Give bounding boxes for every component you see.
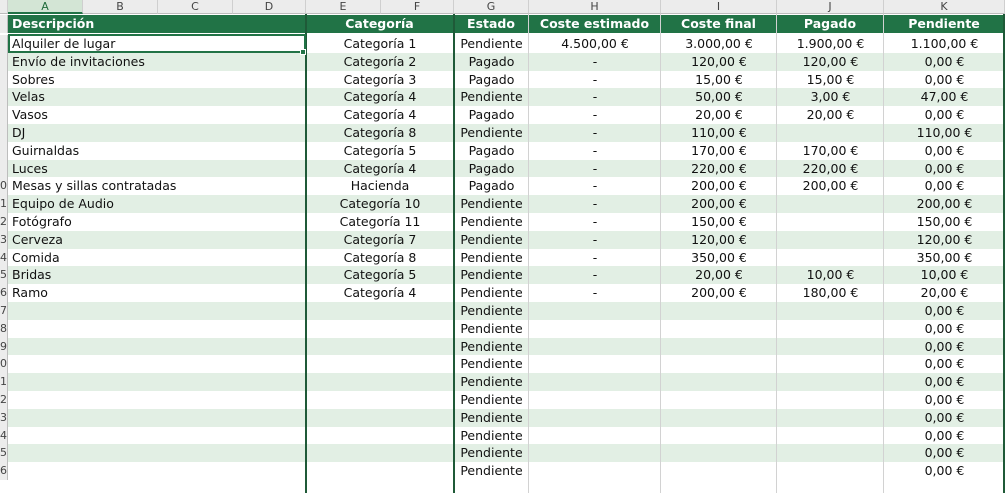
cell-pagado[interactable] [777,338,884,356]
cell-pagado[interactable]: 1.900,00 € [796,36,865,51]
cell-descripcion[interactable] [12,373,302,391]
cell-descripcion[interactable]: Alquiler de lugar [12,36,116,51]
cell-pagado[interactable]: 180,00 € [802,285,859,300]
cell-pagado[interactable] [777,249,884,267]
cell-descripcion[interactable] [12,302,302,320]
cell-estado[interactable]: Pagado [468,143,515,158]
cell-estado[interactable]: Pendiente [460,410,523,425]
cell-descripcion[interactable]: Cerveza [12,232,63,247]
cell-pendiente[interactable]: 0,00 € [924,339,965,354]
column-border [660,14,661,493]
cell-coste-estimado[interactable]: - [592,285,598,300]
cell-pendiente[interactable]: 110,00 € [916,125,973,140]
cell-pendiente[interactable]: 0,00 € [924,161,965,176]
cell-estado[interactable]: Pendiente [460,392,523,407]
cell-coste-estimado[interactable]: - [592,250,598,265]
cell-descripcion[interactable]: Luces [12,161,48,176]
cell-coste-final[interactable]: 3.000,00 € [685,36,753,51]
cell-coste-final[interactable]: 20,00 € [695,267,743,282]
row-number[interactable]: 2 [0,213,8,231]
cell-estado[interactable]: Pendiente [460,285,523,300]
cell-categoria[interactable] [306,444,454,462]
header-pendiente[interactable]: Pendiente [884,15,1005,33]
cell-estado[interactable]: Pendiente [460,36,523,51]
cell-descripcion[interactable] [12,391,302,409]
cell-coste-estimado[interactable]: - [592,143,598,158]
row-number[interactable]: 6 [0,462,8,480]
row-number[interactable] [0,71,8,89]
cell-coste-estimado[interactable]: - [592,54,598,69]
cell-coste-final[interactable]: 120,00 € [691,54,747,69]
cell-descripcion[interactable]: Ramo [12,285,48,300]
cell-pagado[interactable] [777,124,884,142]
cell-pendiente[interactable]: 0,00 € [924,392,965,407]
cell-pagado[interactable] [777,213,884,231]
cell-coste-final[interactable] [661,427,777,445]
cell-coste-final[interactable] [661,391,777,409]
cell-pagado[interactable] [777,302,884,320]
column-header-g[interactable]: G [454,0,529,14]
cell-coste-estimado[interactable]: 4.500,00 € [561,36,629,51]
row-number[interactable]: 3 [0,231,8,249]
cell-coste-final[interactable]: 200,00 € [691,178,747,193]
cell-pendiente[interactable]: 0,00 € [924,178,965,193]
cell-coste-final[interactable]: 200,00 € [691,196,747,211]
cell-descripcion[interactable]: Sobres [12,72,55,87]
cell-pendiente[interactable]: 0,00 € [924,445,965,460]
column-header-d[interactable]: D [233,0,306,14]
cell-pagado[interactable] [777,231,884,249]
cell-descripcion[interactable] [12,338,302,356]
cell-pagado[interactable]: 220,00 € [802,161,859,176]
column-header-c[interactable]: C [158,0,233,14]
cell-pendiente[interactable]: 0,00 € [924,463,965,478]
cell-coste-estimado[interactable]: - [592,72,598,87]
cell-coste-estimado[interactable] [529,338,661,356]
cell-pagado[interactable]: 20,00 € [806,107,855,122]
cell-estado[interactable]: Pendiente [460,463,523,478]
cell-pendiente[interactable]: 1.100,00 € [910,36,979,51]
cell-pendiente[interactable]: 0,00 € [924,321,965,336]
row-number[interactable]: 0 [0,355,8,373]
row-number[interactable]: 0 [0,177,8,195]
cell-coste-final[interactable]: 20,00 € [695,107,743,122]
cell-pagado[interactable]: 120,00 € [802,54,859,69]
cell-coste-estimado[interactable]: - [592,232,598,247]
column-border [453,14,455,493]
cell-coste-final[interactable] [661,302,777,320]
row-number[interactable]: 6 [0,284,8,302]
cell-descripcion[interactable]: Envío de invitaciones [12,54,145,69]
cell-categoria[interactable]: Categoría 5 [343,143,417,158]
cell-descripcion[interactable]: Mesas y sillas contratadas [12,178,177,193]
cell-estado[interactable]: Pendiente [460,303,523,318]
cell-categoria[interactable] [306,302,454,320]
cell-estado[interactable]: Pendiente [460,89,523,104]
row-number[interactable]: 1 [0,195,8,213]
cell-categoria[interactable] [306,462,454,480]
cell-pagado[interactable] [777,373,884,391]
cell-estado[interactable]: Pendiente [460,214,523,229]
row-number[interactable]: 8 [0,320,8,338]
cell-categoria[interactable]: Categoría 8 [343,125,417,140]
cell-estado[interactable]: Pendiente [460,356,523,371]
cell-pendiente[interactable]: 0,00 € [924,410,965,425]
cell-pagado[interactable]: 170,00 € [802,143,859,158]
cell-coste-estimado[interactable]: - [592,178,598,193]
cell-pagado[interactable] [777,195,884,213]
cell-categoria[interactable] [306,355,454,373]
cell-coste-final[interactable]: 150,00 € [691,214,747,229]
cell-coste-final[interactable] [661,444,777,462]
cell-coste-final[interactable]: 200,00 € [691,285,747,300]
cell-pendiente[interactable]: 200,00 € [916,196,973,211]
cell-categoria[interactable]: Categoría 4 [343,161,417,176]
cell-estado[interactable]: Pagado [468,178,515,193]
cell-categoria[interactable]: Categoría 4 [343,285,417,300]
cell-pagado[interactable]: 10,00 € [806,267,855,282]
cell-pagado[interactable]: 3,00 € [810,89,851,104]
cell-pendiente[interactable]: 0,00 € [924,303,965,318]
cell-categoria[interactable] [306,427,454,445]
cell-coste-final[interactable]: 110,00 € [691,125,747,140]
cell-pendiente[interactable]: 47,00 € [920,89,969,104]
cell-estado[interactable]: Pendiente [460,374,523,389]
cell-categoria[interactable]: Categoría 10 [339,196,421,211]
cell-descripcion[interactable]: Comida [12,250,60,265]
cell-coste-estimado[interactable] [529,373,661,391]
column-border [776,14,777,493]
cell-categoria[interactable]: Categoría 8 [343,250,417,265]
row-number[interactable] [0,106,8,124]
column-border [528,14,529,493]
cell-pagado[interactable] [777,409,884,427]
cell-estado[interactable]: Pendiente [460,196,523,211]
cell-pagado[interactable] [777,444,884,462]
cell-coste-estimado[interactable] [529,427,661,445]
column-header-i[interactable]: I [661,0,777,14]
cell-estado[interactable]: Pagado [468,107,515,122]
cell-estado[interactable]: Pendiente [460,125,523,140]
column-header-j[interactable]: J [777,0,884,14]
cell-estado[interactable]: Pendiente [460,232,523,247]
cell-estado[interactable]: Pendiente [460,267,523,282]
cell-coste-estimado[interactable]: - [592,161,598,176]
cell-coste-estimado[interactable]: - [592,267,598,282]
cell-categoria[interactable]: Categoría 5 [343,267,417,282]
cell-descripcion[interactable]: Guirnaldas [12,143,80,158]
cell-coste-final[interactable]: 50,00 € [695,89,743,104]
row-number[interactable]: 3 [0,409,8,427]
cell-categoria[interactable]: Categoría 11 [339,214,421,229]
cell-descripcion[interactable] [12,320,302,338]
cell-pendiente[interactable]: 0,00 € [924,428,965,443]
cell-descripcion[interactable]: Fotógrafo [12,214,72,229]
cell-pendiente[interactable]: 0,00 € [924,143,965,158]
cell-pagado[interactable] [777,391,884,409]
cell-coste-final[interactable] [661,355,777,373]
row-number[interactable] [0,88,8,106]
column-border [305,14,307,493]
cell-coste-estimado[interactable] [529,302,661,320]
cell-pendiente[interactable]: 0,00 € [924,356,965,371]
cell-coste-estimado[interactable]: - [592,214,598,229]
cell-categoria[interactable] [306,320,454,338]
cell-descripcion[interactable] [12,409,302,427]
cell-coste-final[interactable] [661,409,777,427]
cell-descripcion[interactable]: Equipo de Audio [12,196,114,211]
column-header-b[interactable]: B [83,0,158,14]
cell-pendiente[interactable]: 0,00 € [924,107,965,122]
cell-pagado[interactable] [777,320,884,338]
row-number[interactable] [0,35,8,53]
fill-handle[interactable] [300,49,306,55]
cell-coste-final[interactable] [661,320,777,338]
row-number[interactable]: 9 [0,338,8,356]
row-number[interactable]: 1 [0,373,8,391]
row-number[interactable] [0,53,8,71]
row-number [0,15,8,33]
cell-categoria[interactable]: Categoría 1 [343,36,417,51]
cell-estado[interactable]: Pendiente [460,321,523,336]
cell-coste-final[interactable] [661,373,777,391]
cell-estado[interactable]: Pagado [468,72,515,87]
column-header-f[interactable]: F [381,0,454,14]
cell-categoria[interactable]: Hacienda [350,178,410,193]
column-border [883,14,884,493]
cell-estado[interactable]: Pagado [468,161,515,176]
header-pagado[interactable]: Pagado [777,15,884,33]
cell-pagado[interactable] [777,462,884,480]
row-number[interactable]: 4 [0,249,8,267]
cell-coste-final[interactable]: 220,00 € [691,161,747,176]
row-number[interactable]: 5 [0,444,8,462]
cell-categoria[interactable] [306,338,454,356]
header-coste-final[interactable]: Coste final [661,15,777,33]
cell-coste-final[interactable]: 15,00 € [695,72,743,87]
cell-coste-estimado[interactable]: - [592,125,598,140]
cell-coste-estimado[interactable] [529,444,661,462]
cell-coste-estimado[interactable]: - [592,89,598,104]
row-number[interactable]: 4 [0,427,8,445]
cell-coste-final[interactable]: 170,00 € [691,143,747,158]
cell-pendiente[interactable]: 10,00 € [920,267,969,282]
cell-coste-estimado[interactable]: - [592,107,598,122]
cell-coste-final[interactable]: 120,00 € [691,232,747,247]
cell-pendiente[interactable]: 0,00 € [924,374,965,389]
cell-coste-final[interactable]: 350,00 € [691,250,747,265]
cell-descripcion[interactable]: DJ [12,125,26,140]
row-number[interactable]: 7 [0,302,8,320]
active-cell-selection[interactable] [8,34,306,53]
column-header-k[interactable]: K [884,0,1005,14]
row-number[interactable]: 2 [0,391,8,409]
cell-categoria[interactable]: Categoría 2 [343,54,417,69]
cell-coste-estimado[interactable] [529,320,661,338]
cell-pagado[interactable] [777,355,884,373]
cell-pendiente[interactable]: 120,00 € [916,232,973,247]
cell-categoria[interactable] [306,391,454,409]
cell-coste-estimado[interactable]: - [592,196,598,211]
cell-categoria[interactable]: Categoría 3 [343,72,417,87]
select-all-corner[interactable] [0,0,8,14]
row-number[interactable]: 5 [0,266,8,284]
header-categoria[interactable]: Categoría [306,15,454,33]
column-header-a[interactable]: A [8,0,83,14]
cell-pendiente[interactable]: 350,00 € [916,250,973,265]
cell-coste-estimado[interactable] [529,409,661,427]
cell-estado[interactable]: Pendiente [460,445,523,460]
cell-pendiente[interactable]: 0,00 € [924,72,965,87]
cell-descripcion[interactable] [12,462,302,480]
cell-coste-final[interactable] [661,462,777,480]
cell-descripcion[interactable]: Bridas [12,267,52,282]
cell-pendiente[interactable]: 0,00 € [924,54,965,69]
cell-descripcion[interactable]: Velas [12,89,45,104]
cell-descripcion[interactable]: Vasos [12,107,48,122]
column-header-h[interactable]: H [529,0,661,14]
cell-descripcion[interactable] [12,427,302,445]
cell-descripcion[interactable] [12,355,302,373]
cell-pendiente[interactable]: 20,00 € [920,285,969,300]
header-coste-estimado[interactable]: Coste estimado [529,15,661,33]
row-number[interactable] [0,160,8,178]
row-number[interactable] [0,142,8,160]
cell-categoria[interactable] [306,409,454,427]
cell-coste-final[interactable] [661,338,777,356]
cell-categoria[interactable]: Categoría 7 [343,232,417,247]
cell-pagado[interactable]: 200,00 € [802,178,859,193]
row-number[interactable] [0,124,8,142]
cell-estado[interactable]: Pendiente [460,339,523,354]
header-descripcion[interactable]: Descripción [8,15,306,33]
cell-pagado[interactable]: 15,00 € [806,72,855,87]
cell-pagado[interactable] [777,427,884,445]
cell-categoria[interactable] [306,373,454,391]
cell-coste-estimado[interactable] [529,462,661,480]
cell-categoria[interactable]: Categoría 4 [343,89,417,104]
cell-pendiente[interactable]: 150,00 € [916,214,973,229]
header-estado[interactable]: Estado [454,15,529,33]
cell-estado[interactable]: Pendiente [460,428,523,443]
cell-descripcion[interactable] [12,444,302,462]
cell-categoria[interactable]: Categoría 4 [343,107,417,122]
cell-coste-estimado[interactable] [529,391,661,409]
column-header-e[interactable]: E [306,0,381,14]
cell-coste-estimado[interactable] [529,355,661,373]
cell-estado[interactable]: Pagado [468,54,515,69]
cell-estado[interactable]: Pendiente [460,250,523,265]
